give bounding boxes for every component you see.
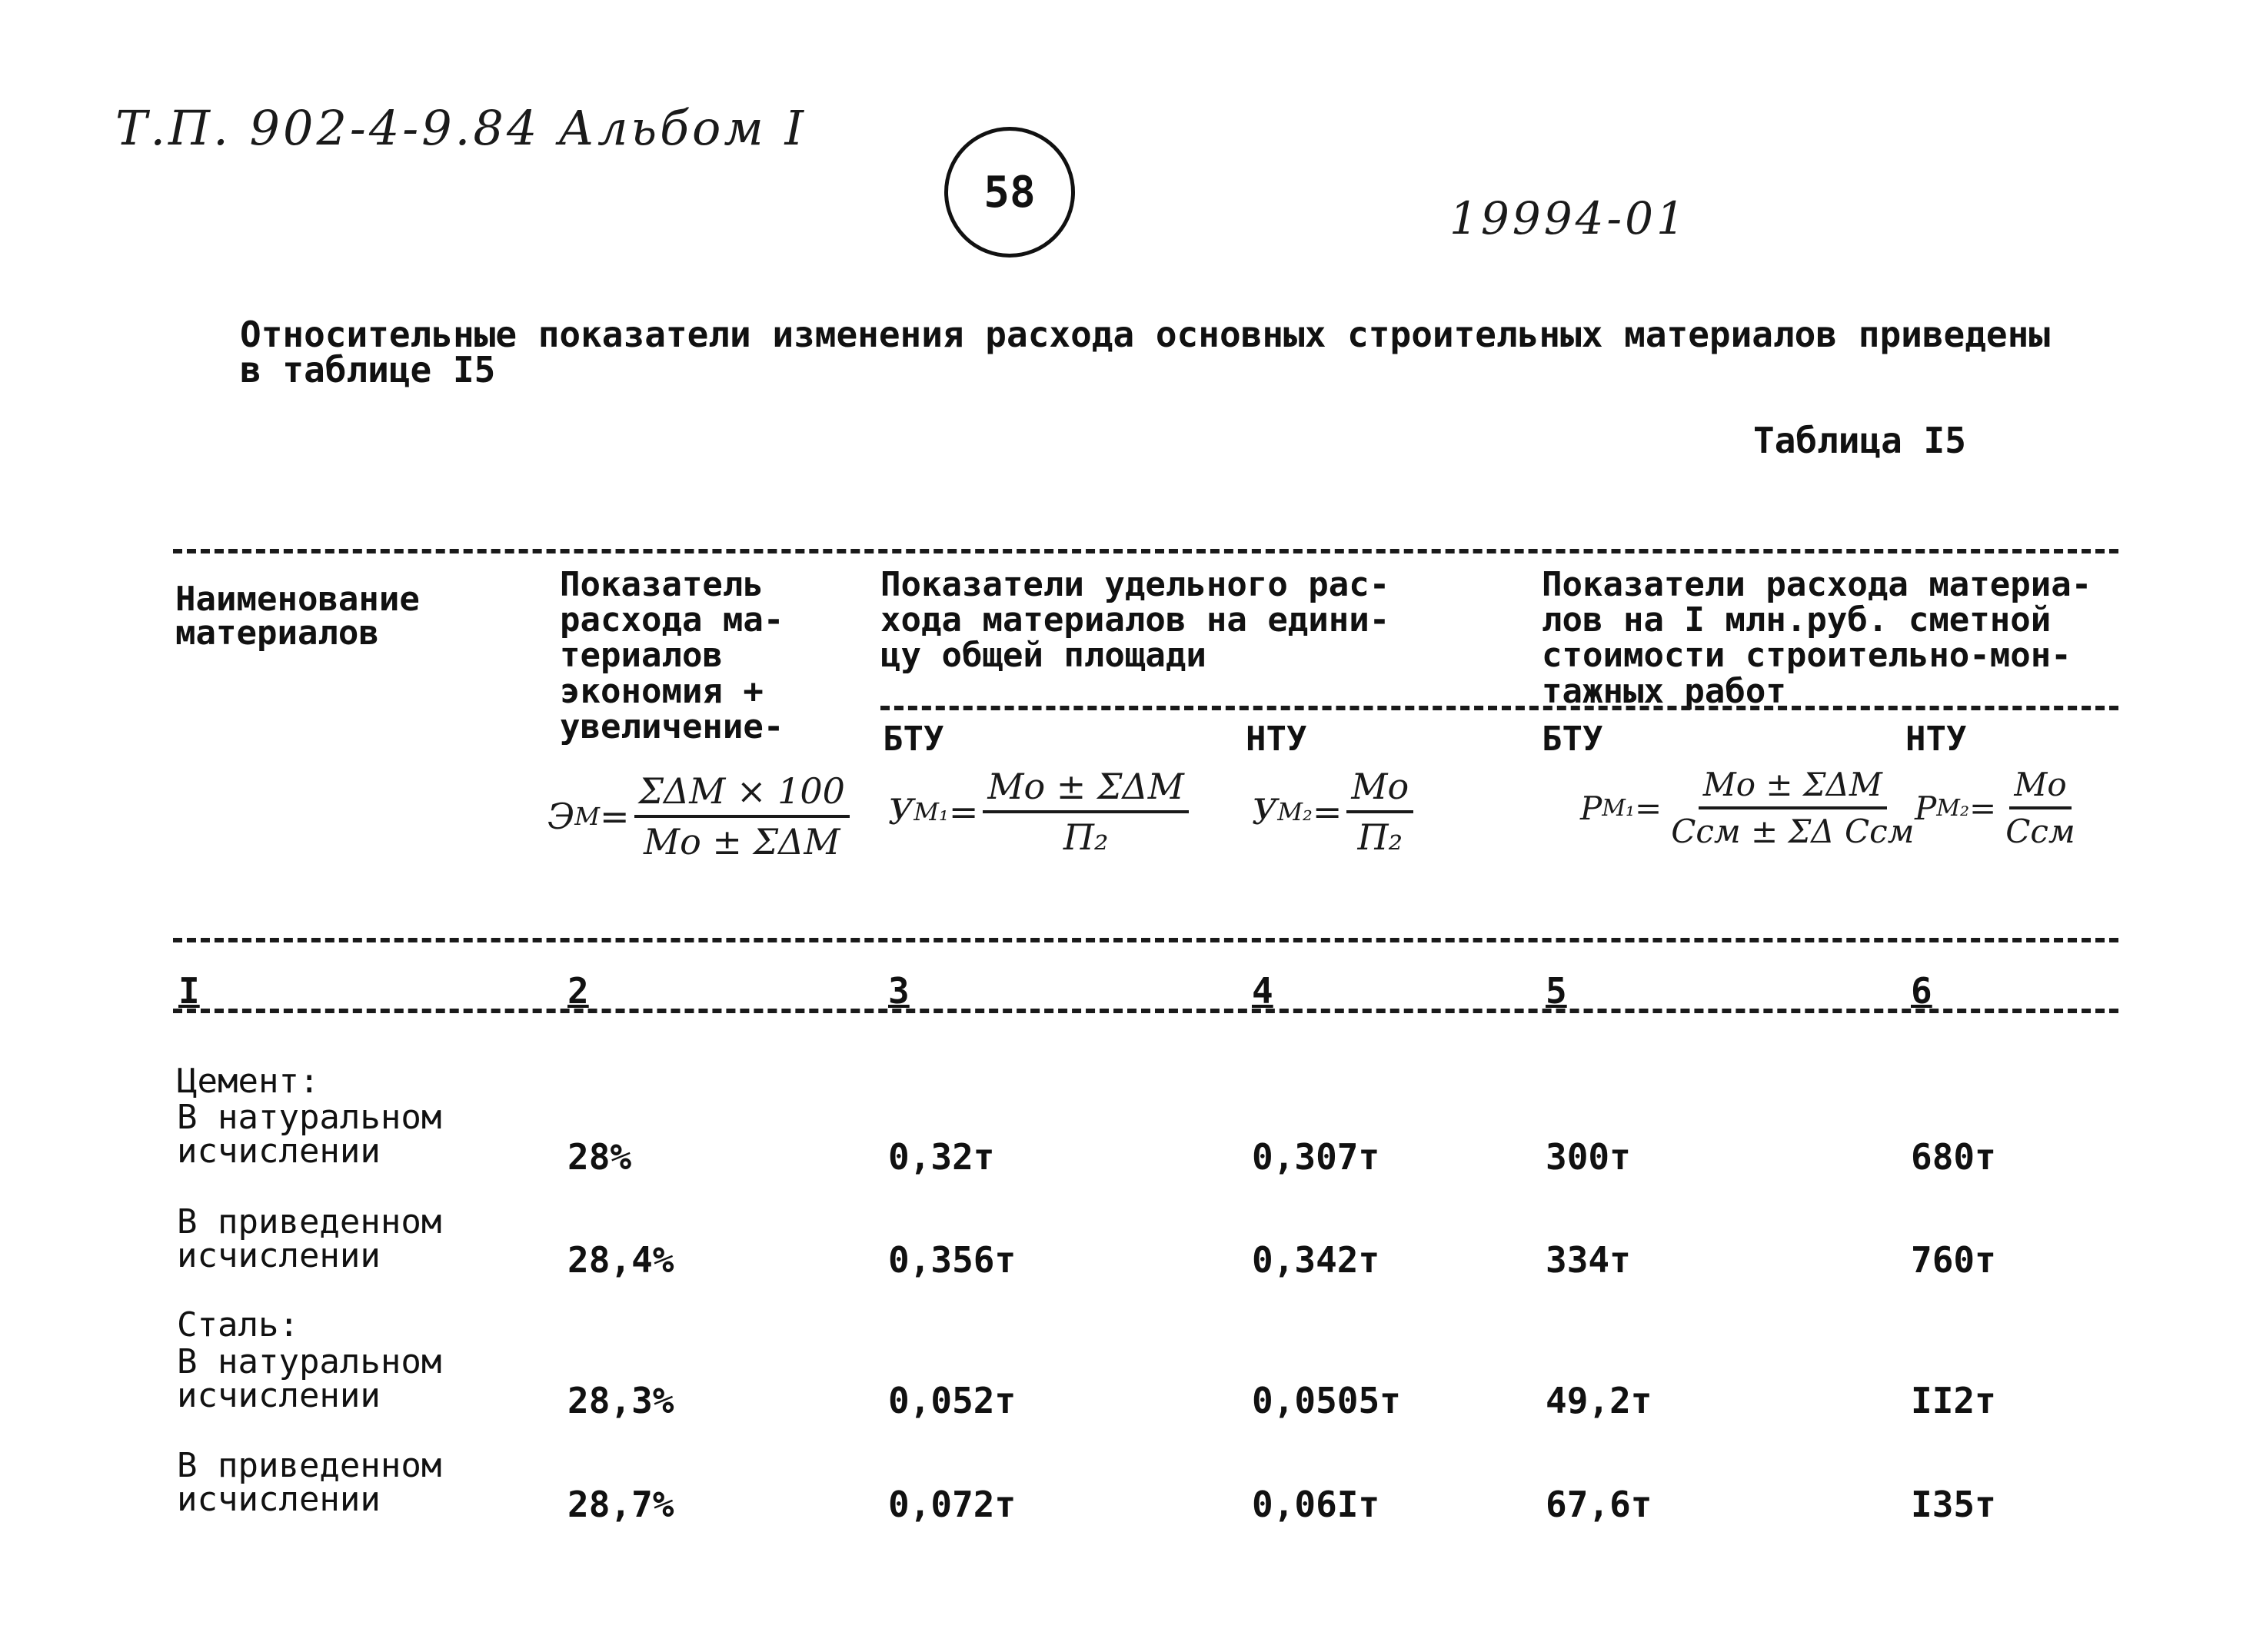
formula-fraction: [983, 766, 1188, 858]
formula-cost-btu: Р М₁ = $\frac{\text{Mo ± ΣΔM}}{\text{Ccм ± ΣΔ Ccм}}$: [1580, 766, 1919, 850]
formula-sub: М: [574, 802, 600, 831]
row-label: В натуральном исчислении: [177, 1342, 442, 1415]
column-number: 2: [567, 970, 589, 1012]
formula-sub: М₂: [1936, 794, 1970, 822]
value-cell: I35т: [1911, 1484, 1996, 1525]
value-cell: 0,052т: [888, 1380, 1017, 1421]
value-cell: 28%: [567, 1136, 632, 1178]
formula-numerator: ΣΔМ × 100: [634, 770, 850, 818]
formula-numerator: Mo ± ΣΔM: [983, 766, 1188, 813]
formula-denominator: П₂: [1357, 816, 1403, 858]
header-cost-consumption: Показатели расхода материа- лов на I млн.руб. сметной стоимости строительно-мон- тажных работ: [1542, 565, 2092, 711]
value-cell: 28,7%: [567, 1484, 674, 1525]
formula-numerator: Mo ± ΣΔM: [1699, 766, 1887, 809]
value-cell: 680т: [1911, 1136, 1996, 1178]
album-stamp: Т.П. 902-4-9.84 Альбом I: [115, 100, 807, 156]
formula-specific-ntu: У М₂ = $\frac{Mo}{\text{П₂}}$: [1252, 766, 1413, 858]
value-cell: 67,6т: [1546, 1484, 1652, 1525]
formula-fraction: [1346, 766, 1413, 858]
value-cell: 0,06Iт: [1252, 1484, 1380, 1525]
value-cell: 0,356т: [888, 1239, 1017, 1281]
value-cell: 0,342т: [1252, 1239, 1380, 1281]
table-top-rule: [173, 549, 2118, 553]
formula-economy: Э М = $\frac{\text{ΣΔМ × 100}}{\text{Mo ± ΣΔM}}$: [547, 770, 850, 863]
formula-lhs: У: [888, 791, 914, 833]
formula-numerator: Mo: [2009, 766, 2071, 809]
formula-denominator: П₂: [1063, 816, 1109, 858]
formula-cost-ntu: Р М₂ = $\frac{Mo}{\text{Ccм}}$: [1915, 766, 2080, 850]
value-cell: 760т: [1911, 1239, 1996, 1281]
group-name: Цемент:: [177, 1062, 320, 1101]
header-ntu-a: НТУ: [1246, 720, 1307, 759]
formula-sub: М₂: [1277, 797, 1313, 826]
formula-denominator: Ccм: [2005, 813, 2075, 850]
doc-number: 19994-01: [1449, 192, 1688, 244]
header-material-name: Наименование материалов: [175, 580, 420, 653]
header-btu-b: БТУ: [1542, 720, 1603, 759]
subheader-rule: [880, 706, 2118, 710]
value-cell: 28,4%: [567, 1239, 674, 1281]
value-cell: 0,307т: [1252, 1136, 1380, 1178]
value-cell: 0,0505т: [1252, 1380, 1401, 1421]
column-numbers-rule: [173, 1009, 2118, 1013]
header-specific-consumption: Показатели удельного рас- хода материалов на едини- цу общей площади: [880, 565, 1390, 676]
formula-numerator: Mo: [1346, 766, 1413, 813]
formula-denominator: Ccм ± ΣΔ Ccм: [1671, 813, 1915, 850]
group-name: Сталь:: [177, 1305, 299, 1345]
intro-text: Относительные показатели изменения расхода основных строительных материалов приведены в таблице I5: [240, 314, 2051, 391]
formula-lhs: У: [1252, 791, 1278, 833]
formula-fraction: [1666, 766, 1919, 850]
column-number: 3: [888, 970, 910, 1012]
formula-denominator: Mo ± ΣΔM: [644, 821, 840, 863]
value-cell: 0,072т: [888, 1484, 1017, 1525]
column-number: 6: [1911, 970, 1932, 1012]
row-label: В натуральном исчислении: [177, 1098, 442, 1171]
value-cell: 49,2т: [1546, 1380, 1652, 1421]
formula-lhs: Э: [547, 796, 575, 837]
row-label: В приведенном исчислении: [177, 1202, 442, 1275]
formula-fraction: [2001, 766, 2079, 850]
column-number: 4: [1252, 970, 1273, 1012]
table-caption: Таблица I5: [1753, 420, 1966, 461]
header-consumption-indicator: Показатель расхода ма- териалов экономия + увеличение-: [560, 565, 784, 746]
page-number: 58: [983, 167, 1036, 218]
header-btu-a: БТУ: [883, 720, 944, 759]
formula-lhs: Р: [1580, 789, 1602, 827]
column-number: I: [178, 970, 200, 1012]
formula-sub: М₁: [914, 797, 949, 826]
header-ntu-b: НТУ: [1905, 720, 1967, 759]
formula-lhs: Р: [1915, 789, 1937, 827]
formula-fraction: [634, 770, 850, 863]
page-number-circle: [944, 127, 1075, 258]
header-bottom-rule: [173, 938, 2118, 942]
row-label: В приведенном исчислении: [177, 1446, 442, 1519]
value-cell: II2т: [1911, 1380, 1996, 1421]
value-cell: 334т: [1546, 1239, 1631, 1281]
formula-sub: М₁: [1602, 794, 1636, 822]
value-cell: 28,3%: [567, 1380, 674, 1421]
value-cell: 300т: [1546, 1136, 1631, 1178]
formula-specific-btu: У М₁ = $\frac{\text{Mo ± ΣΔM}}{\text{П₂}}$: [888, 766, 1189, 858]
column-number: 5: [1546, 970, 1567, 1012]
value-cell: 0,32т: [888, 1136, 995, 1178]
